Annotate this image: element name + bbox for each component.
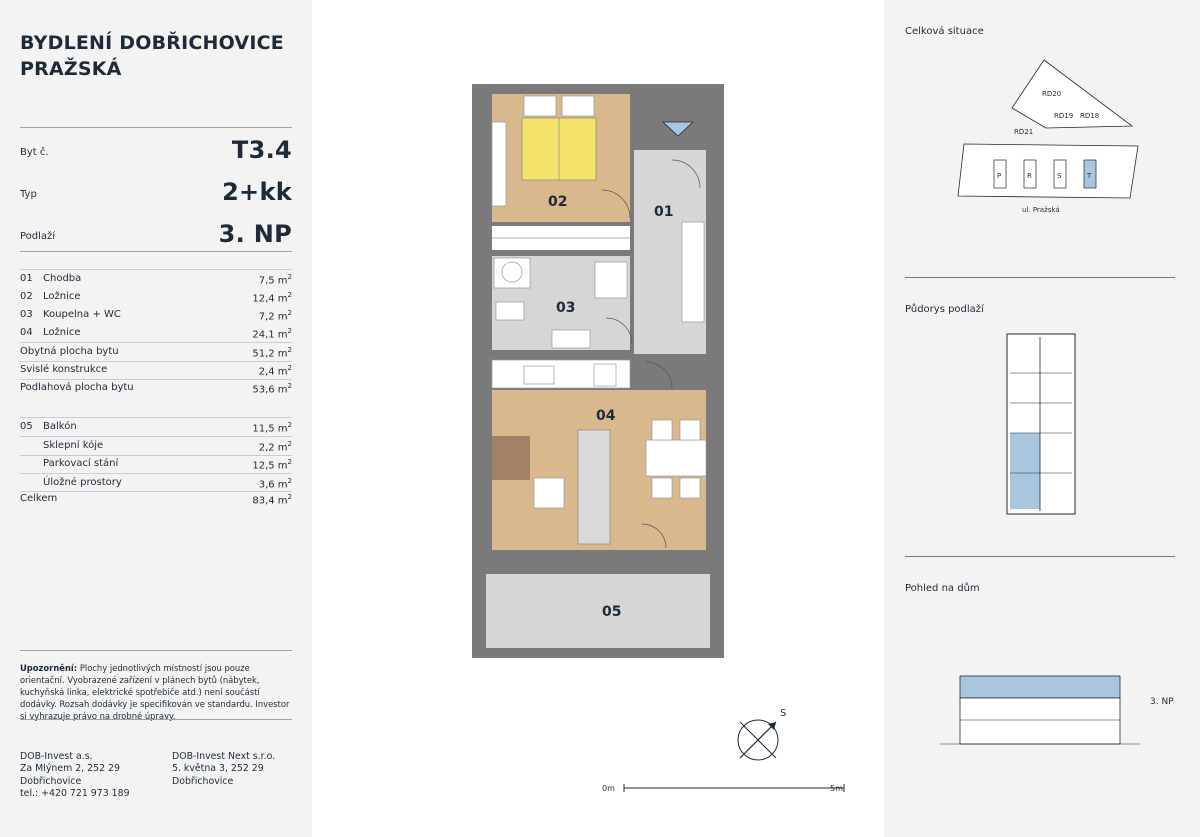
room-area: 24,1 $m^2$ (252, 327, 292, 341)
extra-row (20, 437, 292, 455)
disclaimer-title: Upozornění: (20, 663, 78, 673)
summary-area: 51,2 $m^2$ (252, 346, 292, 360)
extra-name: Balkón (43, 421, 77, 432)
contact-line: DOB-Invest a.s. (20, 751, 93, 762)
contact-line: 5. května 3, 252 29 (172, 763, 264, 775)
project-title (20, 30, 284, 82)
extra-number: 05 (20, 421, 33, 432)
room-area: 7,2 $m^2$ (258, 309, 292, 323)
extra-area: 3,6 $m^2$ (258, 477, 292, 491)
extra-row (20, 418, 292, 436)
divider (20, 127, 292, 128)
info-panel (0, 0, 312, 837)
site-plan-title: Celková situace (905, 26, 984, 37)
room-row (20, 288, 292, 306)
room-05-floor (486, 574, 710, 648)
project-title-line1: BYDLENÍ DOBŘICHOVICE (20, 32, 284, 54)
extra-row (20, 455, 292, 473)
extra-area: 2,2 $m^2$ (258, 440, 292, 454)
site-label: T (1087, 172, 1092, 180)
room-name: Ložnice (43, 291, 81, 302)
extra-name: Sklepní kóje (43, 440, 104, 451)
divider (905, 556, 1175, 557)
site-label: R (1027, 172, 1032, 180)
summary-name: Obytná plocha bytu (20, 346, 119, 357)
extra-area: 11,5 $m^2$ (252, 421, 292, 435)
elevation-floor-label: 3. NP (1150, 697, 1174, 707)
divider (905, 277, 1175, 278)
site-label: RD19 (1054, 112, 1074, 120)
label-room-05: 05 (602, 604, 622, 620)
project-title-line2: PRAŽSKÁ (20, 58, 122, 80)
compass-label: S (780, 708, 787, 719)
room-name: Koupelna + WC (43, 309, 121, 320)
elevation-title: Pohled na dům (905, 583, 980, 594)
summary-row (20, 361, 292, 379)
room-number: 03 (20, 309, 33, 320)
toilet (496, 302, 524, 320)
floor-label: Podlaží (20, 231, 56, 242)
contact-line: Za Mlýnem 2, 252 29 (20, 763, 120, 775)
floor-plan (312, 0, 884, 837)
dining-table (646, 440, 706, 476)
label-room-03: 03 (556, 300, 576, 316)
unit-number-value: T3.4 (231, 136, 292, 164)
hall-wardrobe (682, 222, 704, 322)
street-label: ul. Pražská (1022, 206, 1060, 214)
site-label: RD18 (1080, 112, 1100, 120)
room-row (20, 306, 292, 324)
unit-type-row (20, 172, 292, 206)
unit-number-label: Byt č. (20, 147, 49, 158)
site-plan-map (954, 56, 1194, 216)
room-number: 02 (20, 291, 33, 302)
sink (552, 330, 590, 348)
extra-area: 12,5 $m^2$ (252, 458, 292, 472)
unit-type-value: 2+kk (222, 178, 292, 206)
contact-line: Dobřichovice (172, 775, 234, 787)
contact-company-1 (20, 751, 130, 800)
room-row (20, 270, 292, 288)
total-row (20, 490, 292, 508)
contact-line: DOB-Invest Next s.r.o. (172, 751, 276, 762)
label-room-01: 01 (654, 204, 674, 220)
context-panel (884, 0, 1200, 837)
site-label: RD21 (1014, 128, 1034, 136)
summary-name: Svislé konstrukce (20, 364, 108, 375)
scale-start-label: 0m (602, 784, 615, 793)
summary-area: 53,6 $m^2$ (252, 382, 292, 396)
contact-line: Dobřichovice (20, 775, 82, 787)
sofa (578, 430, 610, 544)
divider (20, 719, 292, 720)
site-label: P (997, 172, 1002, 180)
side-table (492, 436, 530, 480)
room-area: 7,5 $m^2$ (258, 273, 292, 287)
room-area: 12,4 $m^2$ (252, 291, 292, 305)
summary-row (20, 379, 292, 397)
room-number: 04 (20, 327, 33, 338)
compass (738, 708, 786, 760)
armchair (534, 478, 564, 508)
room-number: 01 (20, 273, 33, 284)
floor-overview-title: Půdorys podlaží (905, 304, 984, 315)
unit-type-label: Typ (20, 189, 37, 200)
label-room-02: 02 (548, 194, 568, 210)
unit-number-row (20, 130, 292, 164)
shower (595, 262, 627, 298)
floor-overview-map (1006, 333, 1078, 517)
contact-line: tel.: +420 721 973 189 (20, 787, 130, 799)
summary-name: Podlahová plocha bytu (20, 382, 134, 393)
disclaimer (20, 662, 292, 722)
extra-name: Parkovací stání (43, 458, 119, 469)
floor-value: 3. NP (218, 220, 292, 248)
total-name: Celkem (20, 493, 58, 504)
total-area: 83,4 $m^2$ (252, 493, 292, 507)
room-row (20, 324, 292, 342)
disclaimer-text: Plochy jednotlivých místností jsou pouze orientační. Vyobrazené zařízení v plánech bytů (nábytek, kuchyňská linka, elektrické spotřebiče atd.) není součástí dodávky. Rozsah dodávky je specifikován ve standardu. Investor si vyhrazuje právo na drobné úpravy. (20, 663, 290, 721)
divider (20, 650, 292, 651)
summary-area: 2,4 $m^2$ (258, 364, 292, 378)
scale-end-label: 5m (830, 784, 843, 793)
elevation-drawing (940, 672, 1140, 748)
scale-bar (602, 784, 844, 793)
washing-machine (494, 258, 530, 288)
site-label: S (1057, 172, 1062, 180)
extra-name: Úložné prostory (43, 477, 122, 488)
room-name: Chodba (43, 273, 82, 284)
floor-plan-drawing (312, 0, 884, 837)
label-room-04: 04 (596, 408, 616, 424)
contact-company-2 (172, 751, 275, 788)
divider (20, 251, 292, 252)
summary-row (20, 343, 292, 361)
site-label: RD20 (1042, 90, 1062, 98)
room-name: Ložnice (43, 327, 81, 338)
floor-row (20, 214, 292, 248)
